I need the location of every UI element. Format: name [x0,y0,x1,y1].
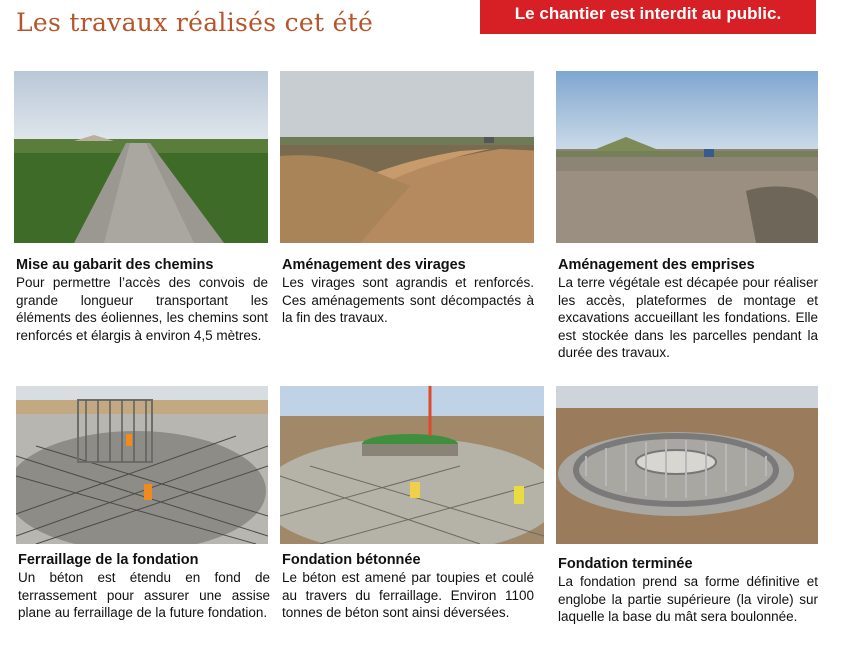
page-title: Les travaux réalisés cet été [16,8,374,37]
card-title: Ferraillage de la fondation [18,552,199,568]
card-title: Aménagement des emprises [558,257,755,273]
card-title: Mise au gabarit des chemins [16,257,214,273]
card-body: Pour permettre l’accès des convois de grande longueur transportant les éléments des éoliennes, les chemins sont renforcés et élargis à environ 4,5 mètres. [16,275,268,343]
card-body: Le béton est amené par toupies et coulé au travers du ferraillage. Environ 1100 tonnes de béton sont ainsi déversées. [282,570,534,620]
photo-chemin-renforce [14,71,268,243]
card-title: Aménagement des virages [282,257,466,273]
card-body: La fondation prend sa forme définitive et englobe la partie supérieure (la virole) sur laquelle la base du mât sera boulonnée. [558,574,818,624]
card-body: Un béton est étendu en fond de terrassement pour assurer une assise plane au ferraillage de la future fondation. [18,570,270,620]
public-notice-banner: Le chantier est interdit au public. [480,0,816,34]
photo-fondation-betonnee [280,386,544,544]
card-body: La terre végétale est décapée pour réaliser les accès, plateformes de montage et excavations accueillant les fondations. Elle est stockée dans les parcelles pendant la durée des travaux. [558,275,818,360]
photo-plateforme-decapee [556,71,818,243]
card-title: Fondation bétonnée [282,552,421,568]
card-body: Les virages sont agrandis et renforcés. Ces aménagements sont décompactés à la fin des travaux. [282,275,534,325]
photo-virage-amenage [280,71,534,243]
card-title: Fondation terminée [558,556,693,572]
photo-ferraillage-fondation [16,386,268,544]
photo-fondation-terminee [556,386,818,544]
